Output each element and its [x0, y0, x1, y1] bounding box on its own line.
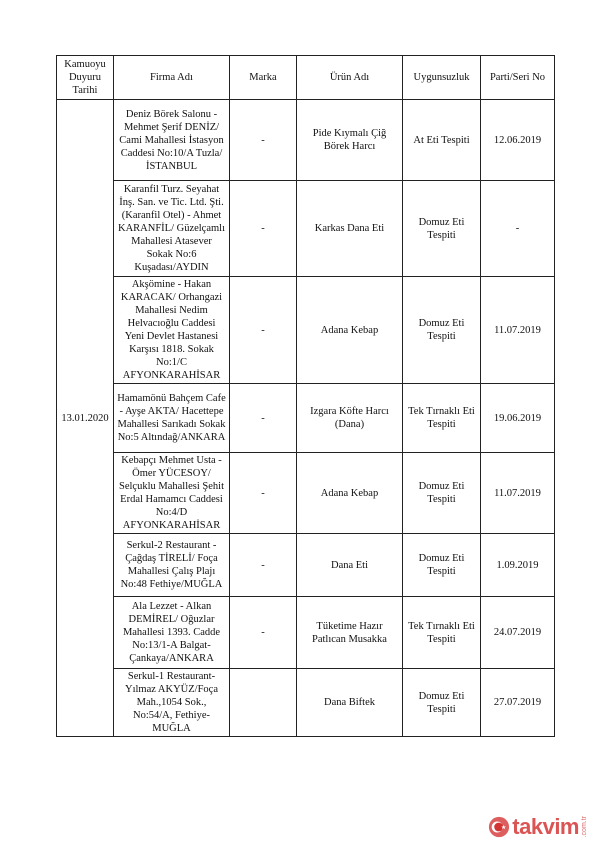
brand-cell: -	[230, 534, 297, 597]
product-cell: Pide Kıymalı Çiğ Börek Harcı	[297, 100, 403, 181]
header-announcement-date: Kamuoyu Duyuru Tarihi	[57, 56, 114, 100]
nonconformity-cell: Domuz Eti Tespiti	[403, 534, 481, 597]
brand-cell: -	[230, 453, 297, 534]
table-row	[57, 534, 555, 597]
table-row	[57, 669, 555, 737]
nonconformity-cell: Domuz Eti Tespiti	[403, 277, 481, 384]
header-brand: Marka	[230, 56, 297, 100]
batch-cell: 12.06.2019	[481, 100, 555, 181]
batch-cell: 19.06.2019	[481, 384, 555, 453]
product-cell: Adana Kebap	[297, 453, 403, 534]
product-cell: Izgara Köfte Harcı (Dana)	[297, 384, 403, 453]
company-cell: Karanfil Turz. Seyahat İnş. San. ve Tic. Ltd. Şti. (Karanfil Otel) - Ahmet KARANFİL/ Güzelçamlı Mahallesi Atasever Sokak No:6 Kuşadası/AYDIN	[114, 181, 230, 277]
product-cell: Dana Eti	[297, 534, 403, 597]
nonconformity-cell: Domuz Eti Tespiti	[403, 453, 481, 534]
company-cell: Akşömine - Hakan KARACAK/ Orhangazi Mahallesi Nedim Helvacıoğlu Caddesi Yeni Devlet Hastanesi Karşısı 1818. Sokak No:1/C AFYONKARAHİSAR	[114, 277, 230, 384]
table-row	[57, 277, 555, 384]
table-header-row	[57, 56, 555, 100]
brand-cell: -	[230, 100, 297, 181]
table-row	[57, 181, 555, 277]
product-cell: Dana Biftek	[297, 669, 403, 737]
nonconformity-cell: Tek Tırnaklı Eti Tespiti	[403, 384, 481, 453]
batch-cell: 11.07.2019	[481, 277, 555, 384]
recall-table	[56, 55, 555, 737]
company-cell: Deniz Börek Salonu - Mehmet Şerif DENİZ/ Cami Mahallesi İstasyon Caddesi No:10/A Tuzla/İSTANBUL	[114, 100, 230, 181]
brand-cell: -	[230, 597, 297, 669]
product-cell: Tüketime Hazır Patlıcan Musakka	[297, 597, 403, 669]
announcement-date-cell: 13.01.2020	[57, 100, 114, 737]
table-row	[57, 597, 555, 669]
brand-cell: -	[230, 384, 297, 453]
turkish-flag-icon	[488, 816, 510, 838]
product-cell: Adana Kebap	[297, 277, 403, 384]
batch-cell: 1.09.2019	[481, 534, 555, 597]
batch-cell: 27.07.2019	[481, 669, 555, 737]
batch-cell: 24.07.2019	[481, 597, 555, 669]
company-cell: Hamamönü Bahçem Cafe - Ayşe AKTA/ Hacettepe Mahallesi Sarıkadı Sokak No:5 Altındağ/ANKARA	[114, 384, 230, 453]
table-row	[57, 384, 555, 453]
product-cell: Karkas Dana Eti	[297, 181, 403, 277]
company-cell: Serkul-1 Restaurant- Yılmaz AKYÜZ/Foça Mah.,1054 Sok., No:54/A, Fethiye- MUĞLA	[114, 669, 230, 737]
company-cell: Kebapçı Mehmet Usta - Ömer YÜCESOY/ Selçuklu Mahallesi Şehit Erdal Hamamcı Caddesi No:4/D AFYONKARAHİSAR	[114, 453, 230, 534]
table-row	[57, 100, 555, 181]
nonconformity-cell: Domuz Eti Tespiti	[403, 669, 481, 737]
company-cell: Ala Lezzet - Alkan DEMİREL/ Oğuzlar Mahallesi 1393. Cadde No:13/1-A Balgat-Çankaya/ANKARA	[114, 597, 230, 669]
header-product-name: Ürün Adı	[297, 56, 403, 100]
takvim-watermark	[488, 812, 588, 842]
header-batch-no: Parti/Seri No	[481, 56, 555, 100]
batch-cell: 11.07.2019	[481, 453, 555, 534]
company-cell: Serkul-2 Restaurant - Çağdaş TİRELİ/ Foça Mahallesi Çalış Plajı No:48 Fethiye/MUĞLA	[114, 534, 230, 597]
recall-document	[56, 55, 554, 737]
nonconformity-cell: At Eti Tespiti	[403, 100, 481, 181]
brand-cell: -	[230, 277, 297, 384]
brand-cell: -	[230, 181, 297, 277]
header-company-name: Firma Adı	[114, 56, 230, 100]
nonconformity-cell: Tek Tırnaklı Eti Tespiti	[403, 597, 481, 669]
nonconformity-cell: Domuz Eti Tespiti	[403, 181, 481, 277]
watermark-domain: .com.tr	[581, 816, 588, 838]
header-nonconformity: Uygunsuzluk	[403, 56, 481, 100]
batch-cell: -	[481, 181, 555, 277]
brand-cell	[230, 669, 297, 737]
watermark-brand: takvim	[512, 814, 579, 839]
table-row	[57, 453, 555, 534]
